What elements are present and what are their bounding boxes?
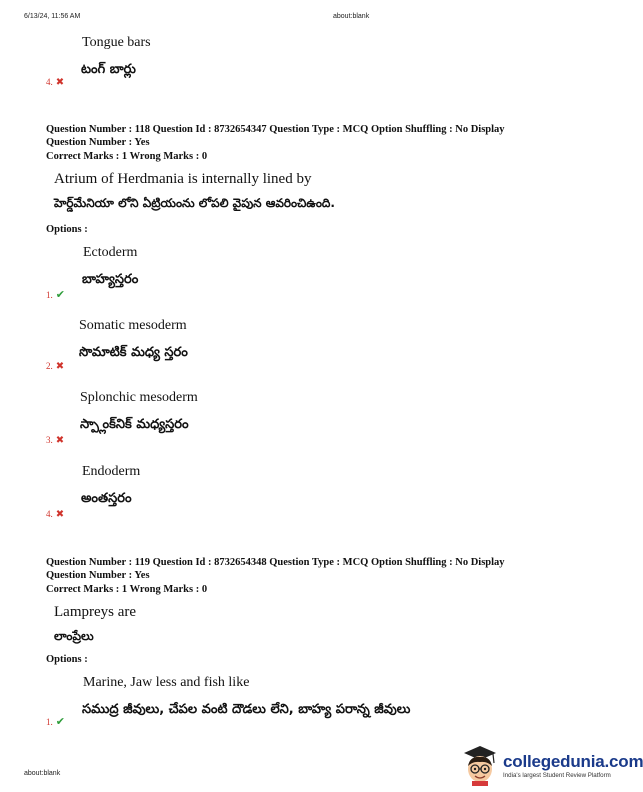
q118-option-2-en: Somatic mesoderm <box>79 318 187 333</box>
q118-option-2-marker <box>46 356 64 374</box>
logo-name: collegedunia <box>503 751 605 771</box>
logo-wordmark <box>503 752 643 772</box>
q119-options-label: Options : <box>46 654 88 665</box>
q119-meta-line3: Correct Marks : 1 Wrong Marks : 0 <box>46 584 208 595</box>
logo-suffix: .com <box>604 751 643 771</box>
option-number: 1. <box>46 290 53 300</box>
option-number: 2. <box>46 361 53 371</box>
checkmark-icon: ✔ <box>55 288 65 301</box>
cross-icon: ✖ <box>55 509 65 520</box>
q118-option-4-marker <box>46 504 64 522</box>
cross-icon: ✖ <box>55 77 65 88</box>
option-number: 3. <box>46 435 53 445</box>
q118-option-1-te: బాహ్యస్తరం <box>82 272 139 287</box>
q118-meta-line1: Question Number : 118 Question Id : 8732654347 Question Type : MCQ Option Shuffling : No Display <box>46 124 505 135</box>
q118-option-1-marker <box>46 285 65 303</box>
option-number: 4. <box>46 77 53 87</box>
q118-options-label: Options : <box>46 224 88 235</box>
q118-meta <box>46 123 586 163</box>
prev-option-4-te: టంగ్ బార్లు <box>81 62 136 77</box>
print-url-header: about:blank <box>333 13 370 20</box>
q118-option-3-marker <box>46 430 64 448</box>
q119-meta <box>46 556 586 596</box>
q118-option-3-te: స్ప్లాంక్‌నిక్ మధ్యస్తరం <box>80 417 189 432</box>
q118-option-3-en: Splonchic mesoderm <box>80 390 198 405</box>
q119-option-1-te: సముద్ర జీవులు, చేపల వంటి దౌడలు లేని, బాహ్య పరాన్న జీవులు <box>82 702 411 717</box>
logo-tagline: India's largest Student Review Platform <box>503 771 611 779</box>
q118-option-1-en: Ectoderm <box>83 245 138 260</box>
collegedunia-logo <box>460 744 643 786</box>
q119-meta-line2: Question Number : Yes <box>46 570 150 581</box>
q119-question-te: లాంప్రేలు <box>54 629 94 643</box>
q118-question-te: హెర్డ్‌మేనియా లోని ఏట్రియంను లోపలి వైపున ఆవరించిఉంది. <box>54 196 335 210</box>
option-number: 1. <box>46 717 53 727</box>
q118-option-2-te: సొమాటిక్ మధ్య స్తరం <box>79 345 188 360</box>
cross-icon: ✖ <box>55 435 65 446</box>
print-datetime: 6/13/24, 11:56 AM <box>24 13 81 20</box>
q118-meta-line3: Correct Marks : 1 Wrong Marks : 0 <box>46 151 208 162</box>
print-url-footer: about:blank <box>24 770 61 777</box>
q118-option-4-en: Endoderm <box>82 464 141 479</box>
graduate-mascot-icon <box>460 744 500 786</box>
q119-meta-line1: Question Number : 119 Question Id : 8732654348 Question Type : MCQ Option Shuffling : No Display <box>46 557 505 568</box>
q119-option-1-en: Marine, Jaw less and fish like <box>83 675 250 690</box>
prev-option-4-en: Tongue bars <box>82 35 151 50</box>
option-number: 4. <box>46 509 53 519</box>
checkmark-icon: ✔ <box>55 715 65 728</box>
q118-option-4-te: అంతస్తరం <box>81 491 132 506</box>
q118-question-en: Atrium of Herdmania is internally lined by <box>54 171 312 187</box>
q119-option-1-marker <box>46 712 65 730</box>
q118-meta-line2: Question Number : Yes <box>46 137 150 148</box>
prev-option-4-marker <box>46 72 64 90</box>
q119-question-en: Lampreys are <box>54 604 137 620</box>
cross-icon: ✖ <box>55 361 65 372</box>
